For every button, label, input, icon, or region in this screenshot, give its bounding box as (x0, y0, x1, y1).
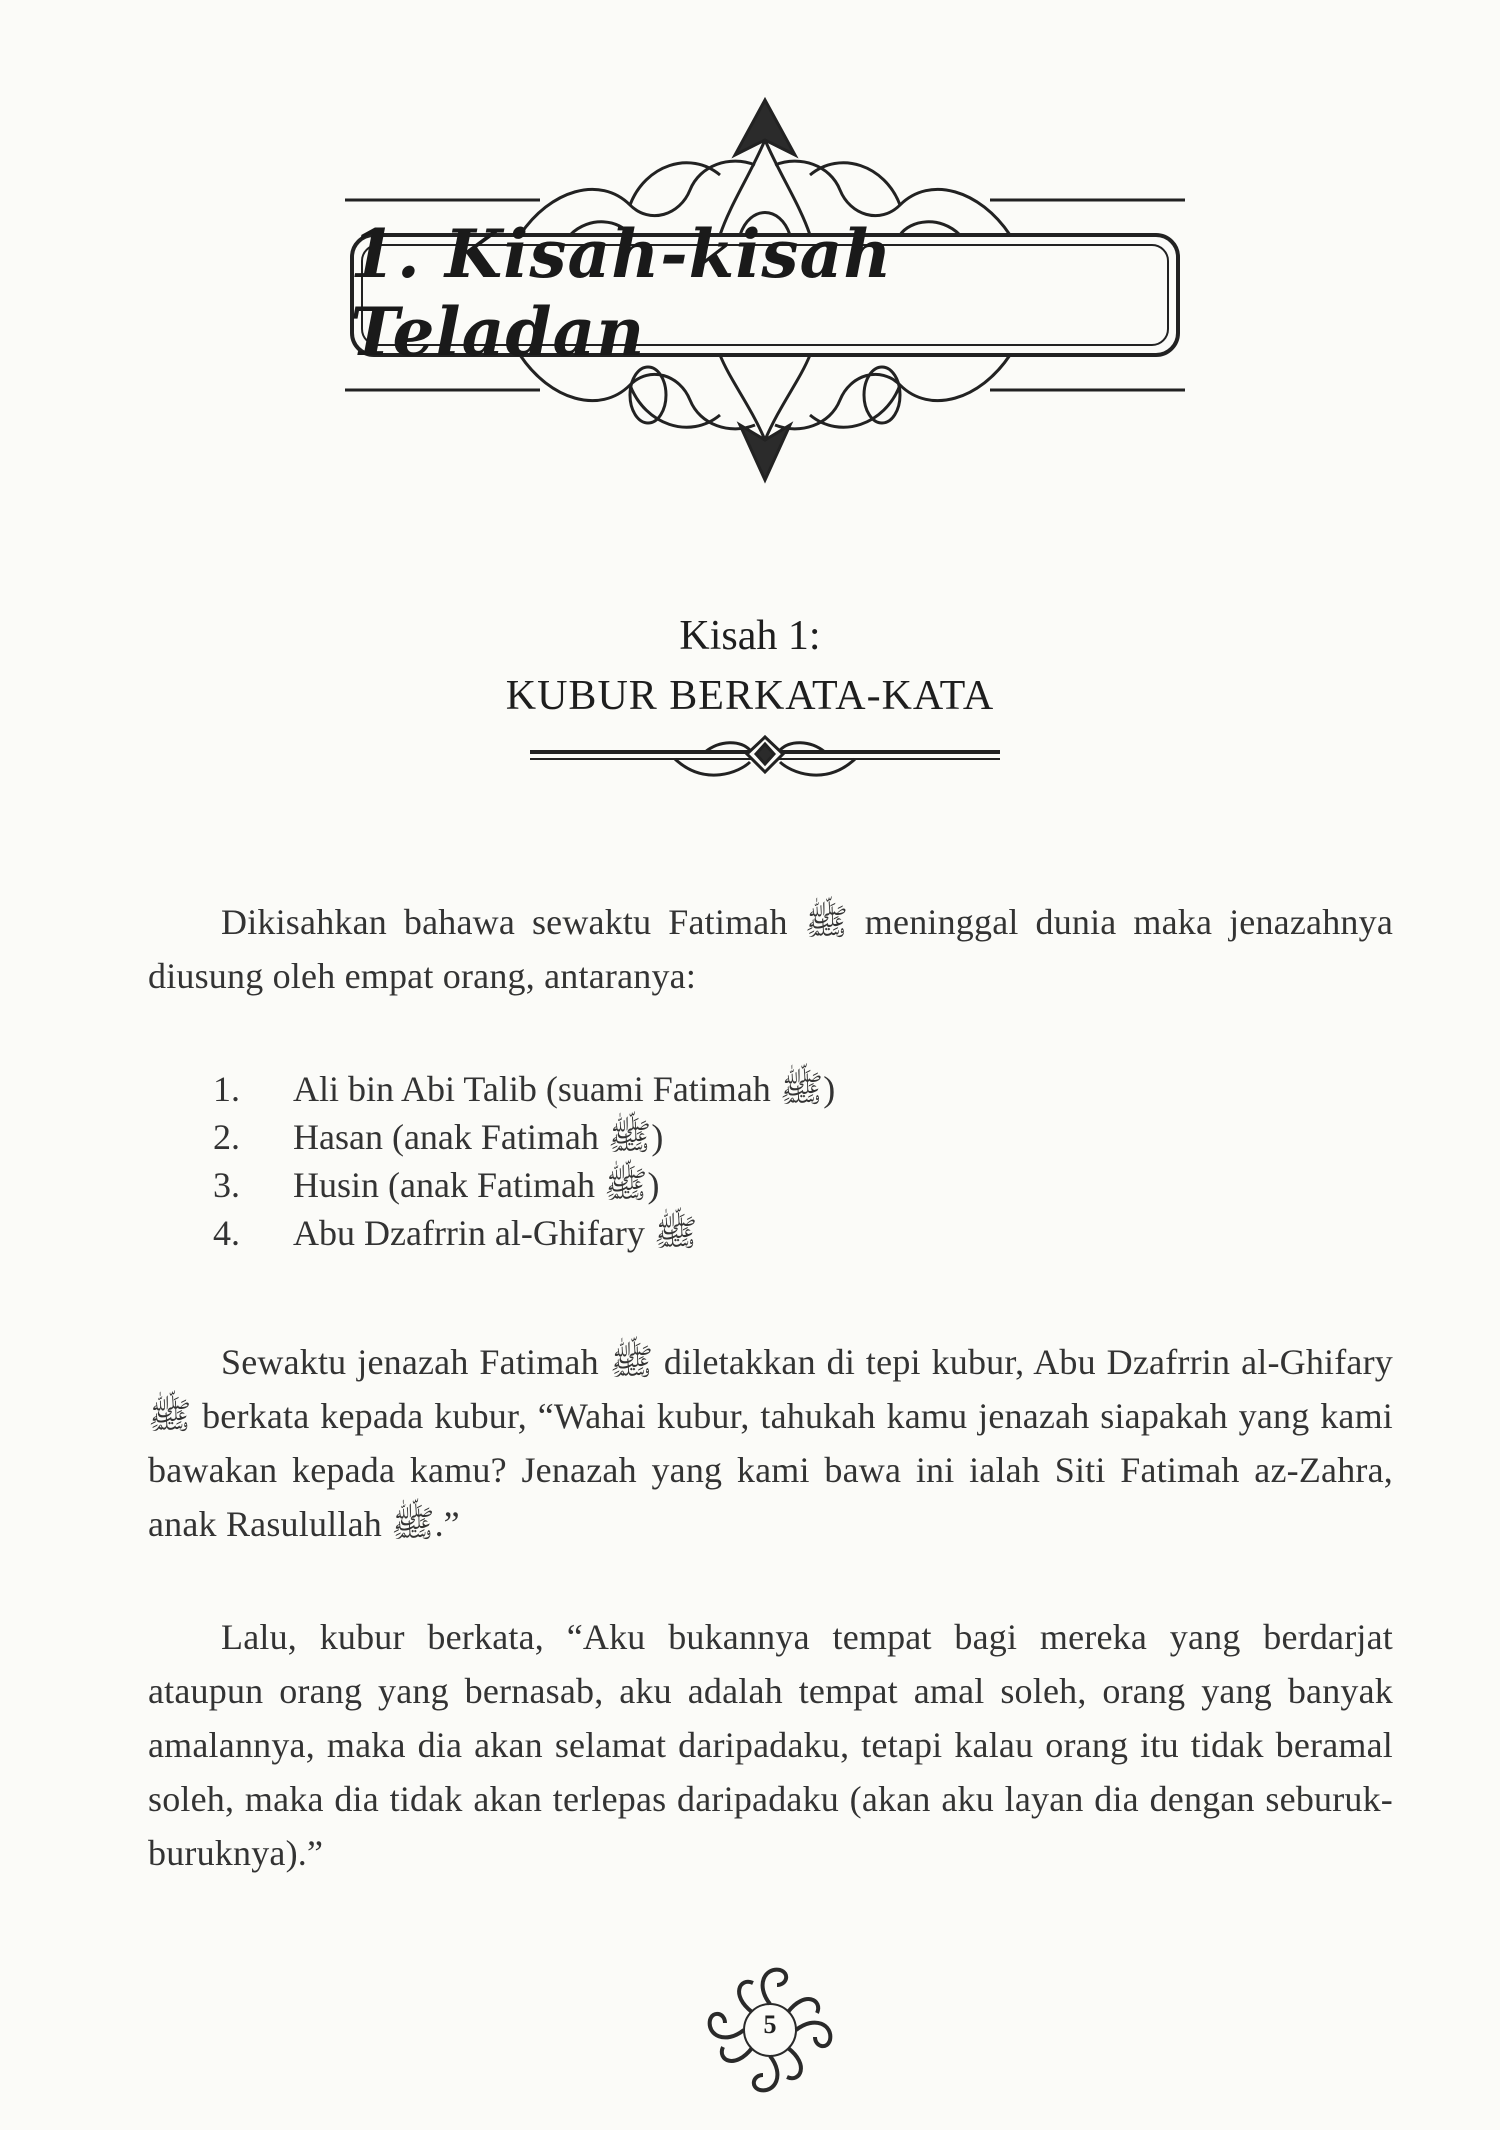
chapter-title: 1. Kisah-kisah Teladan (350, 214, 893, 371)
list-item: 2. Hasan (anak Fatimah ﷺ) (213, 1117, 664, 1157)
intro-paragraph: Dikisahkan bahawa sewaktu Fatimah ﷺ meninggal dunia maka jenazahnya diusung oleh empat orang, antaranya: (148, 902, 1393, 996)
title-divider-ornament (525, 732, 1005, 792)
paragraph-2: Sewaktu jenazah Fatimah ﷺ diletakkan di tepi kubur, Abu Dzafrrin al-Ghifary ﷺ berkata kepada kubur, “Wahai kubur, tahukah kamu jenazah siapakah yang kami bawakan kepada kamu? Jenazah yang kami bawa ini ialah Siti Fatimah az-Zahra, anak Rasulullah ﷺ.” (148, 1342, 1393, 1544)
list-item: 1. Ali bin Abi Talib (suami Fatimah ﷺ) (213, 1069, 836, 1109)
list-item: 3. Husin (anak Fatimah ﷺ) (213, 1165, 660, 1205)
list-item: 4. Abu Dzafrrin al-Ghifary ﷺ (213, 1213, 698, 1253)
paragraph-3: Lalu, kubur berkata, “Aku bukannya tempat bagi mereka yang berdarjat ataupun orang yang bernasab, aku adalah tempat amal soleh, orang yang banyak amalannya, maka dia akan selamat daripadaku, tetapi kalau orang itu tidak beramal soleh, maka dia tidak akan terlepas daripadaku (akan aku layan dia dengan seburuk-buruknya).” (148, 1617, 1393, 1873)
page-number: 5 (763, 2010, 777, 2039)
story-number: Kisah 1: (679, 613, 821, 659)
bearers-list (213, 1065, 1113, 1257)
story-title: KUBUR BERKATA-KATA (505, 673, 995, 719)
